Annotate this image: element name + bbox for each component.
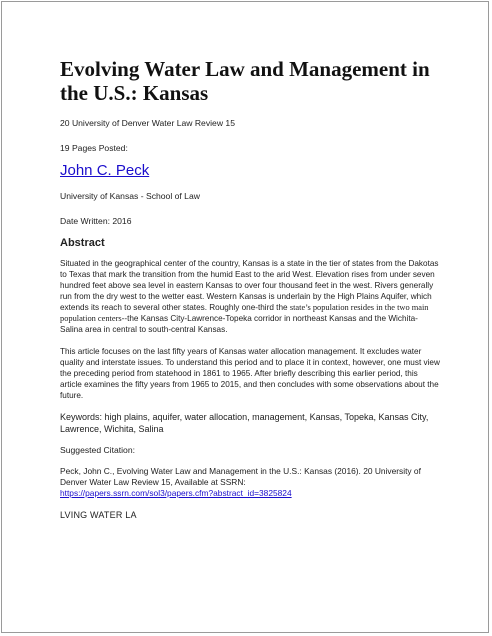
abstract-heading: Abstract — [60, 237, 105, 249]
paper-content — [60, 57, 440, 521]
author-affiliation: University of Kansas - School of Law — [60, 191, 200, 201]
author-link[interactable]: John C. Peck — [60, 162, 150, 179]
next-page-title-fragment: LVING WATER LA — [60, 510, 137, 520]
journal-citation: 20 University of Denver Water Law Review 15 — [60, 118, 235, 128]
pages-posted: 19 Pages Posted: — [60, 143, 128, 153]
keywords: Keywords: high plains, aquifer, water allocation, management, Kansas, Topeka, Kansas City, Lawrence, Wichita, Salina — [60, 412, 429, 434]
suggested-citation-label: Suggested Citation: — [60, 445, 136, 455]
abstract-p1-end: --the Kansas City-Lawrence-Topeka corridor in northeast Kansas and the Wichita-Salina area in central to south-central Kansas. — [60, 314, 418, 334]
abstract-p1-serif-run: state’s population resides in the two main population centers — [60, 303, 429, 323]
ssrn-link[interactable]: https://papers.ssrn.com/sol3/papers.cfm?abstract_id=3825824 — [60, 488, 292, 498]
abstract-paragraph-2: This article focuses on the last fifty years of Kansas water allocation management. It excludes water quality and interstate issues. To understand this period and to place it in context, however, one must view the preceding period from statehood in 1861 to 1965. After briefly describing this earlier period, this article examines the fifty years from 1965 to 2015, and then concludes with some observations about the future. — [60, 347, 440, 400]
suggested-citation — [60, 466, 440, 499]
citation-text: Peck, John C., Evolving Water Law and Management in the U.S.: Kansas (2016). 20 University of Denver Water Law Review 15, Available at SSRN: — [60, 466, 421, 487]
abstract-p1-start: Situated in the geographical center of the country, Kansas is a state in the tier of states from the Dakotas to Texas that mark the transition from the humid East to the arid West. Elevation rises from under seven hundred feet above sea level in eastern Kansas to over four thousand feet in the west. Rivers generally run from the dry west to the wetter east. Western Kansas is underlain by the High Plains Aquifer, which extends its reach to several other states. Roughly one-third the — [60, 259, 439, 312]
abstract-paragraph-1 — [60, 258, 440, 335]
document-page — [1, 1, 489, 633]
date-written: Date Written: 2016 — [60, 216, 132, 226]
paper-title: Evolving Water Law and Management in the U.S.: Kansas — [60, 57, 430, 105]
